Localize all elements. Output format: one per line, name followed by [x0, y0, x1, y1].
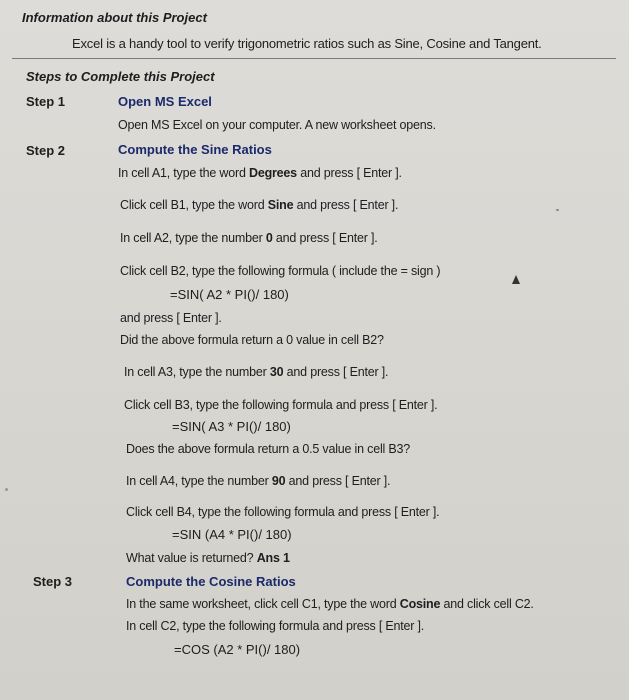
formula-b3: =SIN( A3 * PI()/ 180) — [172, 419, 291, 434]
steps-title: Steps to Complete this Project — [26, 69, 215, 84]
instruction-a3-end: and press [ Enter ]. — [283, 365, 389, 379]
step-1-heading: Open MS Excel — [118, 94, 212, 109]
instruction-a4 — [126, 474, 390, 488]
divider — [12, 58, 616, 59]
question-b3: Does the above formula return a 0.5 value in cell B3? — [126, 442, 411, 456]
instruction-a1-bold: Degrees — [249, 166, 297, 180]
instruction-a1 — [118, 166, 402, 180]
instruction-a1-end: and press [ Enter ]. — [296, 166, 402, 180]
instruction-enter: and press [ Enter ]. — [120, 311, 222, 325]
instruction-b4: Click cell B4, type the following formula and press [ Enter ]. — [126, 505, 440, 519]
info-subtitle: Excel is a handy tool to verify trigonometric ratios such as Sine, Cosine and Tangent. — [72, 36, 542, 51]
instruction-c1-text: In the same worksheet, click cell C1, type the word — [126, 597, 400, 611]
instruction-c1 — [126, 597, 534, 611]
instruction-a2 — [120, 231, 378, 245]
question-b4 — [126, 551, 290, 565]
instruction-b1-end: and press [ Enter ]. — [293, 198, 399, 212]
info-title: Information about this Project — [22, 10, 207, 25]
instruction-a4-text: In cell A4, type the number — [126, 474, 272, 488]
instruction-a3-text: In cell A3, type the number — [124, 365, 270, 379]
formula-c2: =COS (A2 * PI()/ 180) — [174, 642, 301, 657]
instruction-a1-text: In cell A1, type the word — [118, 166, 249, 180]
formula-b2: =SIN( A2 * PI()/ 180) — [170, 287, 289, 302]
answer-value: Ans 1 — [256, 551, 290, 565]
instruction-a2-end: and press [ Enter ]. — [272, 231, 378, 245]
question-b2: Did the above formula return a 0 value in cell B2? — [120, 333, 384, 347]
instruction-b2: Click cell B2, type the following formula ( include the = sign ) — [120, 264, 441, 278]
cursor-arrow-icon — [512, 275, 520, 284]
instruction-b1-bold: Sine — [267, 198, 294, 212]
speck-mark — [5, 488, 8, 491]
formula-b4: =SIN (A4 * PI()/ 180) — [172, 527, 292, 542]
step-3-heading: Compute the Cosine Ratios — [126, 574, 296, 589]
instruction-b3: Click cell B3, type the following formula and press [ Enter ]. — [124, 398, 438, 412]
instruction-c2: In cell C2, type the following formula and press [ Enter ]. — [126, 619, 425, 633]
step-2-heading: Compute the Sine Ratios — [118, 142, 272, 157]
instruction-c1-bold: Cosine — [399, 597, 441, 611]
instruction-b1 — [120, 198, 398, 212]
instruction-a3 — [124, 365, 388, 379]
instruction-a2-text: In cell A2, type the number — [120, 231, 266, 245]
instruction-a3-bold: 30 — [269, 365, 284, 379]
speck-mark — [556, 209, 559, 211]
question-b4-text: What value is returned? — [126, 551, 257, 565]
instruction-a4-end: and press [ Enter ]. — [285, 474, 391, 488]
instruction-a2-bold: 0 — [265, 231, 273, 245]
instruction-c1-end: and click cell C2. — [440, 597, 534, 611]
instruction-b1-text: Click cell B1, type the word — [120, 198, 268, 212]
step-1-line: Open MS Excel on your computer. A new worksheet opens. — [118, 118, 436, 132]
step-3-label: Step 3 — [33, 574, 73, 589]
instruction-a4-bold: 90 — [271, 474, 286, 488]
step-2-label: Step 2 — [26, 143, 66, 158]
step-1-label: Step 1 — [26, 94, 66, 109]
